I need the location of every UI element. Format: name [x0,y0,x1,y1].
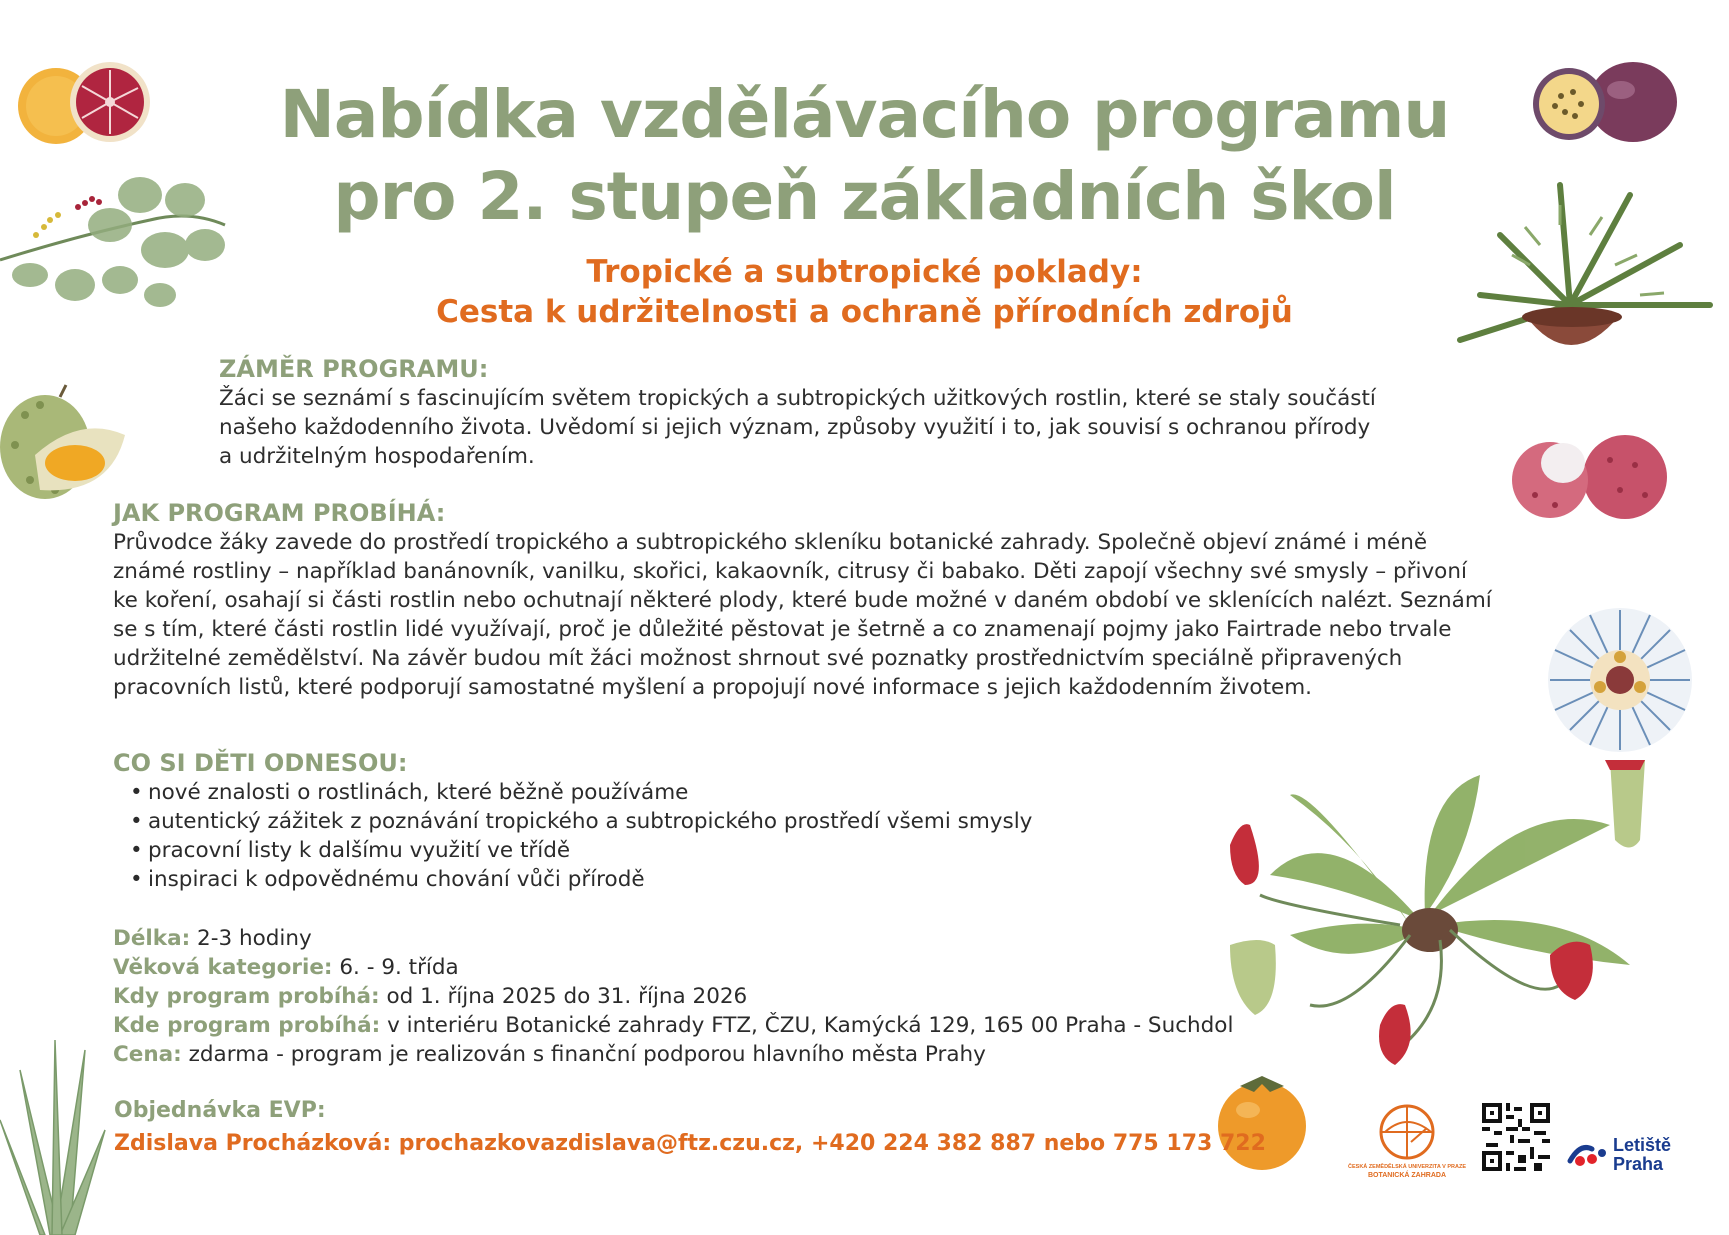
info-value: zdarma - program je realizován s finanční podporou hlavního města Prahy [188,1042,986,1067]
lychee-illustration [1505,425,1680,525]
zamer-line: Žáci se seznámí s fascinujícím světem tropických a subtropických užitkových rostlin, které se staly součástí [219,386,1376,411]
info-row-kdy [113,982,1233,1011]
letiste-praha-logo [1568,1133,1693,1178]
airport-logo-line1: Letiště [1613,1135,1672,1155]
czu-logo-line1: ČESKÁ ZEMĚDĚLSKÁ UNIVERZITA V PRAZE [1348,1164,1466,1170]
info-row-delka [113,924,1233,953]
section-zamer [219,354,1376,471]
list-item: • inspiraci k odpovědnému chování vůči přírodě [130,865,1032,894]
list-item: • nové znalosti o rostlinách, které běžně používáme [130,778,1032,807]
zamer-text [219,384,1376,471]
info-label: Cena: [113,1042,182,1067]
passion-flower-illustration [1545,605,1695,755]
info-label: Věková kategorie: [113,955,333,980]
zamer-line: našeho každodenního života. Uvědomí si jejich význam, způsoby využití i to, jak souvisí s ochranou přírody [219,415,1371,440]
page-subtitle [0,252,1729,332]
prubeh-heading: JAK PROGRAM PROBÍHÁ: [113,499,446,527]
info-row-cena [113,1040,1233,1069]
order-block [114,1098,1266,1156]
order-contact[interactable]: Zdislava Procházková: prochazkovazdislava@ftz.czu.cz, +420 224 382 887 nebo 775 173 722 [114,1131,1266,1156]
info-row-kde [113,1011,1233,1040]
airport-logo-line2: Praha [1613,1154,1664,1174]
airport-logo-icon [1568,1139,1610,1169]
prubeh-line: známé rostliny – například banánovník, vanilku, skořici, kakaovník, citrusy či babako. Děti zapojí všechny své smysly – přivoní [113,559,1467,584]
prubeh-line: se s tím, které části rostlin lidé využívají, proč je důležité pěstovat je šetrně a co znamenají pojmy jako Fairtrade nebo trvale [113,617,1452,642]
subtitle-line-2: Cesta k udržitelnosti a ochraně přírodních zdrojů [436,294,1293,330]
prubeh-line: pracovních listů, které podporují samostatné myšlení a propojují nové informace s jejich každodenním životem. [113,675,1313,700]
prubeh-line: ke koření, osahají si části rostlin nebo ochutnají některé plody, které bude možné v daném období ve sklenících nalézt. Seznámí [113,588,1492,613]
prubeh-text [113,528,1492,702]
info-row-vek [113,953,1233,982]
info-value: od 1. října 2025 do 31. října 2026 [386,984,748,1009]
aloe-illustration [0,1040,110,1235]
list-item: • pracovní listy k dalšímu využití ve třídě [130,836,1032,865]
pitcher-plant-illustration [1230,755,1700,1085]
odnesou-list [130,778,1032,894]
odnesou-heading: CO SI DĚTI ODNESOU: [113,749,408,777]
zamer-line: a udržitelným hospodařením. [219,444,535,469]
czu-botanical-garden-logo [1348,1102,1466,1182]
section-odnesou [113,748,1032,894]
prubeh-line: Průvodce žáky zavede do prostředí tropického a subtropického skleníku botanické zahrady. Společně objeví známé i méně [113,530,1428,555]
page-title [0,74,1729,238]
qr-code[interactable] [1482,1103,1550,1171]
program-info [113,924,1233,1069]
order-label: Objednávka EVP: [114,1098,326,1123]
czu-logo-line2: BOTANICKÁ ZAHRADA [1367,1172,1447,1179]
info-label: Délka: [113,926,191,951]
info-value: 6. - 9. třída [339,955,459,980]
info-label: Kde program probíhá: [113,1013,381,1038]
info-value: 2-3 hodiny [197,926,312,951]
title-line-2: pro 2. stupeň základních škol [333,158,1396,235]
durian-illustration [0,385,135,505]
subtitle-line-1: Tropické a subtropické poklady: [586,254,1143,290]
list-item: • autentický zážitek z poznávání tropického a subtropického prostředí všemi smysly [130,807,1032,836]
info-value: v interiéru Botanické zahrady FTZ, ČZU, Kamýcká 129, 165 00 Praha - Suchdol [387,1013,1234,1038]
section-prubeh [113,498,1492,702]
prubeh-line: udržitelné zemědělství. Na závěr budou mít žáci možnost shrnout své poznatky prostřednictvím speciálně připravených [113,646,1403,671]
zamer-heading: ZÁMĚR PROGRAMU: [219,355,489,383]
title-line-1: Nabídka vzdělávacího programu [279,76,1450,153]
info-label: Kdy program probíhá: [113,984,380,1009]
